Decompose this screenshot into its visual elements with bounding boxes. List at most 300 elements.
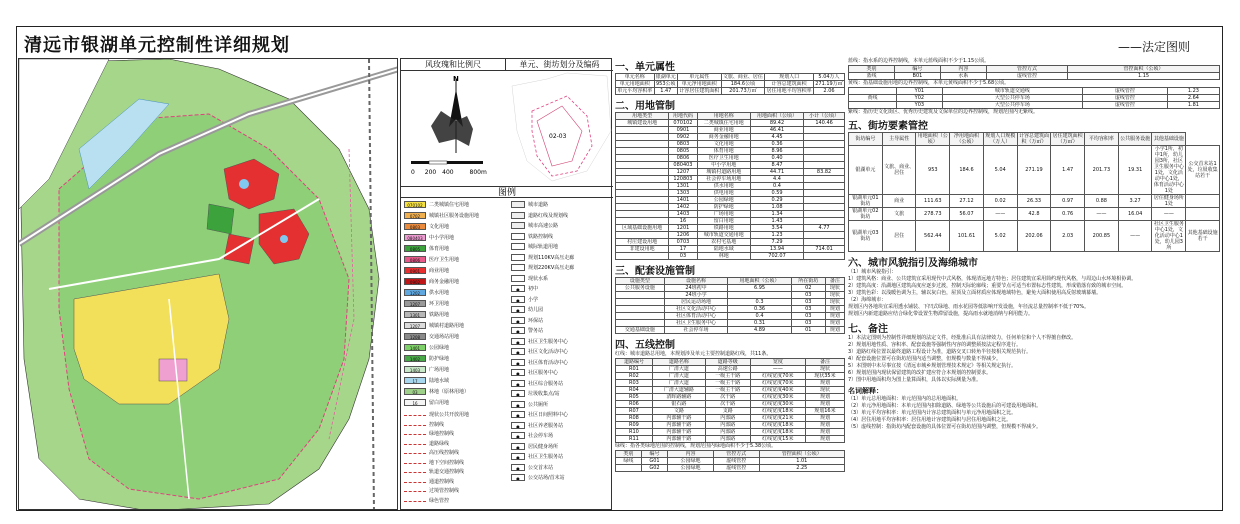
legend-symbol-label: 幼儿园 <box>528 307 544 313</box>
land-header-row <box>616 113 845 120</box>
land-cell <box>616 162 669 169</box>
legend-swatch: 0806 <box>404 256 426 263</box>
scale-bar-labels <box>411 169 506 176</box>
greenline-cell <box>616 465 642 472</box>
land-cell: 7.29 <box>750 239 803 246</box>
legend-item <box>404 377 449 385</box>
legend-line-label: 绿色管控 <box>429 497 450 504</box>
legend-symbol-item <box>511 233 553 241</box>
land-cell <box>804 190 845 197</box>
land-header-cell: 用地面积（公顷） <box>750 113 803 120</box>
plan-title: 清远市银湖单元控制性详细规划 <box>24 35 290 56</box>
greenline-cell: 绿线 <box>616 458 642 465</box>
land-header-cell: 小计（公顷） <box>804 113 845 120</box>
legend-symbol-label: 社区卫生服务中心 <box>528 338 569 345</box>
block-cell: —— <box>1085 208 1119 221</box>
land-cell <box>804 253 845 260</box>
sec6-title: 六、城市风貌指引及海绵城市 <box>848 258 978 269</box>
redline-cell: 规划 <box>805 394 844 401</box>
legend-line-label: 过境管控制线 <box>429 488 460 494</box>
block-cell: 其他基础设施若干 <box>1186 221 1220 252</box>
legend-symbol-icon <box>511 201 525 208</box>
legend-line-icon <box>404 478 426 483</box>
legend-label: 公园绿地 <box>429 345 450 351</box>
land-cell <box>804 239 845 246</box>
legend-item <box>404 388 469 396</box>
legend-swatch: 03 <box>404 388 426 395</box>
facility-row <box>616 292 845 299</box>
facility-header-row <box>616 278 845 285</box>
unit-attr-cell: 单元净用地面积 <box>677 81 721 88</box>
land-cell <box>804 232 845 239</box>
legend-symbol-label: 居民健身场所 <box>528 443 559 450</box>
redline-cell: 现状 <box>805 387 844 394</box>
legend-symbol-label: 现状水系 <box>528 275 549 282</box>
legend-label: 留白用地 <box>429 400 450 406</box>
land-cell <box>616 155 669 162</box>
block-header-cell: 其他基础设施 <box>1152 133 1186 146</box>
land-cell <box>616 127 669 134</box>
sec7-para: 4）配套设施位置可在街坊范围内适当调整，但规模与数量不得减少。 <box>848 356 1002 362</box>
land-cell: 702.07 <box>750 253 803 260</box>
land-cell: 城市轨道交通用地 <box>697 232 750 239</box>
legend-symbol-label: 城市道路 <box>528 202 549 208</box>
greenline-row <box>616 458 845 465</box>
legend-symbol-item <box>511 359 568 367</box>
legend-symbol-item <box>511 285 538 293</box>
rose-panel-title: 风玫瑰和比例尺 <box>401 59 506 71</box>
facility-cell: 03 <box>791 313 825 320</box>
redline-cell: R05 <box>616 394 653 401</box>
redline-cell: 支路 <box>705 408 750 415</box>
legend-item <box>404 311 449 319</box>
land-cell <box>804 134 845 141</box>
block-cell <box>1186 208 1220 221</box>
land-cell <box>804 127 845 134</box>
school-zone <box>159 359 187 381</box>
legend-symbol-item <box>511 254 574 262</box>
legend-symbol-icon: ● <box>511 380 525 387</box>
block-header-cell: 公共服务设施 <box>1118 133 1152 146</box>
land-header-cell: 用地代码 <box>669 113 697 120</box>
block-cell: 16.04 <box>1118 208 1152 221</box>
unit-attr-row <box>616 74 845 81</box>
redline-cell: R11 <box>616 436 653 443</box>
facility-cell: 社区文化活动中心 <box>664 306 728 313</box>
red-line-table <box>615 358 845 443</box>
land-cell: 商务金融用地 <box>697 134 750 141</box>
yellowline-cell: 大型公共停车场 <box>942 102 1082 109</box>
legend-item <box>404 333 459 341</box>
legend-swatch: 0805 <box>404 245 426 252</box>
greenline-cell: 公园绿地 <box>668 458 714 465</box>
redline-header-cell: 道路名称 <box>652 359 705 366</box>
legend-item <box>404 234 454 242</box>
block-cell: 200.85 <box>1085 221 1119 252</box>
land-cell: 1301 <box>669 183 697 190</box>
redline-cell: 红线宽度40米 <box>750 387 805 394</box>
legend-symbol-label: 社区服务中心 <box>528 370 559 376</box>
legend-symbol-icon <box>511 222 525 229</box>
legend-line-label: 地下空间控制线 <box>429 459 465 466</box>
facility-cell: 03 <box>791 299 825 306</box>
redline-cell: R04 <box>616 387 653 394</box>
block-cell: 271.19 <box>1017 146 1051 195</box>
land-cell: 1206 <box>669 232 697 239</box>
legend-item <box>404 267 449 275</box>
sec1-title: 一、单元属性 <box>615 62 675 73</box>
unit-attr-cell: 银湖单元 <box>655 74 676 80</box>
yellowline-cell: 虚线管控 <box>1082 95 1167 102</box>
facility-header-cell: 设施名称 <box>664 278 728 285</box>
facility-cell: 01 <box>791 327 825 334</box>
land-cell <box>804 148 845 155</box>
unit-attr-cell: 184.6公顷 <box>721 81 765 88</box>
yellowline-row <box>849 95 1220 102</box>
land-cell: 广场用地 <box>697 211 750 218</box>
land-cell: 0.29 <box>750 197 803 204</box>
legend-symbol-icon: ● <box>511 443 525 450</box>
sec7-para: 6）规划范围内现状保留建筑的改扩建应符合本规划的控制要求。 <box>848 370 992 376</box>
yellowline-cell: 虚线管控 <box>1082 88 1167 95</box>
legend-line-icon <box>404 421 426 426</box>
legend-swatch: 1207 <box>404 322 426 329</box>
legend-symbol-label: 铁路控制线 <box>528 233 554 240</box>
legend-label: 体育用地 <box>429 246 450 252</box>
facility-cell: 现状 <box>825 299 844 306</box>
sec7-title: 七、备注 <box>848 324 888 335</box>
sec6-para: 1）建筑风格：商业、公共建筑宜采用现代中式风格，体现清远地方特色；居住建筑宜采用简约现代风格，与周边山水环境相协调。 <box>848 276 1137 282</box>
land-cell: 公园绿地 <box>697 197 750 204</box>
redline-cell: R03 <box>616 380 653 387</box>
redline-cell: 红线宽度21米 <box>750 415 805 422</box>
greenline-cell: 虚线管控 <box>713 458 759 465</box>
legend-swatch: 17 <box>404 377 426 384</box>
land-cell: 体育用地 <box>697 148 750 155</box>
land-cell: 070102 <box>669 120 697 127</box>
blueline-cell: 蓝线 <box>849 73 895 80</box>
unit-attr-cell: 文旅、商业、居住 <box>722 74 763 80</box>
unit-attr-cell: 计容居住建筑面积 <box>679 88 720 94</box>
land-cell: 1402 <box>669 204 697 211</box>
legend-item <box>404 201 469 209</box>
redline-row <box>616 408 845 415</box>
blue-line-note: 蓝线：指水系的边界控制线，本单元蓝线面积不少于1.15公顷。 <box>848 58 990 64</box>
redline-cell: 规划 <box>805 436 844 443</box>
land-row <box>616 183 845 190</box>
land-header-cell: 用地类型 <box>616 113 669 120</box>
facility-row <box>616 306 845 313</box>
unit-attr-cell: 2.06 <box>813 88 844 95</box>
legend-line-label: 高压线控制线 <box>429 450 460 456</box>
yellowline-cell: Y01 <box>896 88 942 95</box>
land-cell <box>804 162 845 169</box>
legend-item <box>404 399 449 407</box>
legend-symbol-label: 公共厕所 <box>528 401 549 408</box>
legend-symbol-item <box>511 317 543 325</box>
sec6-para: 3）建筑色彩：以浅暖色调为主，辅以灰白色，屋顶及立面材质应体现地域特色，避免大面积使用高反射玻璃幕墙。 <box>848 290 1102 296</box>
unit-attr-cell: 规划人口 <box>765 74 814 81</box>
yellowline-cell: Y03 <box>896 102 942 109</box>
blueline-header-cell: 管控面积（公顷） <box>1068 66 1220 73</box>
yellowline-cell: 城市轨道交通线 <box>942 88 1082 95</box>
block-cell: 42.8 <box>1017 208 1051 221</box>
block-cell: 953 <box>916 146 950 195</box>
facility-cell: 6.95 <box>728 285 792 292</box>
land-cell: 0.36 <box>750 141 803 148</box>
land-cell <box>616 183 669 190</box>
block-cell: 56.07 <box>950 208 984 221</box>
facility-row <box>616 299 845 306</box>
legend-swatch: 1208 <box>404 333 426 340</box>
legend-symbol-label: 规划110KV高压走廊 <box>528 254 575 261</box>
legend-swatch: 1207 <box>404 300 426 307</box>
land-cell: 140.46 <box>804 120 845 127</box>
land-use-map[interactable] <box>18 58 398 510</box>
legend-label: 供水用地 <box>429 290 450 296</box>
legend-swatch: 080403 <box>404 234 426 241</box>
legend-symbol-label: 环保站 <box>528 317 544 324</box>
facility-cell <box>728 292 792 299</box>
yellowline-cell: 大型公共停车场 <box>942 95 1082 102</box>
plan-subtitle: ——法定图则 <box>1118 40 1191 54</box>
facility-cell: 24班小学 <box>664 292 728 299</box>
block-row <box>849 195 1220 208</box>
legend-symbol-item <box>511 401 548 409</box>
facility-cell: 0.36 <box>728 306 792 313</box>
block-row <box>849 221 1220 252</box>
redline-cell: 规划 <box>805 380 844 387</box>
land-row <box>616 239 845 246</box>
redline-header-row <box>616 359 845 366</box>
facility-cell: 规划 <box>825 306 844 313</box>
land-cell: 商业用地 <box>697 127 750 134</box>
legend-line-icon <box>404 430 426 435</box>
land-cell: 03 <box>669 253 697 260</box>
blueline-cell: 虚线管控 <box>986 73 1067 80</box>
greenline-header-cell: 管控方式 <box>713 451 759 458</box>
legend-symbol-label: 城际轨道用地 <box>528 244 559 250</box>
redline-cell: 现状 <box>805 366 844 373</box>
land-row <box>616 148 845 155</box>
land-cell <box>616 232 669 239</box>
block-cell: 278.73 <box>916 208 950 221</box>
sec4-title: 四、五线控制 <box>615 340 675 351</box>
redline-cell: 红线宽度30米 <box>750 394 805 401</box>
legend-item <box>404 322 464 330</box>
redline-cell: 红线宽度70米 <box>750 373 805 380</box>
block-cell: —— <box>1152 208 1186 221</box>
block-cell: 公交首末站1处，垃圾收集站若干 <box>1186 146 1220 195</box>
block-cell: 5.04 <box>983 146 1017 195</box>
legend-item <box>404 355 449 363</box>
legend-symbol-icon: ● <box>511 432 525 439</box>
unit-attr-row <box>616 81 845 88</box>
land-cell: 区域基础设施用地 <box>616 225 669 232</box>
redline-cell: 内部路 <box>705 429 750 436</box>
sec6-paragraphs <box>848 269 1220 318</box>
sec2-title: 二、用地管制 <box>615 101 675 112</box>
greenline-header-cell: 管控面积（公顷） <box>759 451 844 458</box>
legend-symbol-icon: ● <box>511 390 525 397</box>
block-header-cell: 规划人口规模（万人） <box>985 133 1016 145</box>
land-row <box>616 197 845 204</box>
legend-symbol-item <box>511 327 543 335</box>
glossary-paragraphs <box>848 396 1220 431</box>
legend-symbol-label: 社区综合服务站 <box>528 380 564 387</box>
land-cell: 留白用地 <box>697 218 750 225</box>
redline-cell: 一级主干路 <box>705 373 750 380</box>
block-cell: 184.6 <box>950 146 984 195</box>
glossary-para: （5）虚线控制：指街坊内配套设施的具体位置可在街坊范围内调整，但规模不得减少。 <box>848 424 1042 430</box>
redline-row <box>616 387 845 394</box>
legend-label: 铁路用地 <box>429 312 450 318</box>
legend-symbol-item <box>511 453 563 461</box>
unit-attr-cell: 271.19万㎡ <box>815 81 843 87</box>
land-row <box>616 253 845 260</box>
block-cell: 银湖单元 <box>849 146 883 195</box>
legend-symbol-label: 公交首末站 <box>528 464 554 471</box>
legend-item <box>404 256 459 264</box>
facility-row <box>616 320 845 327</box>
yellowline-cell: 虚线管控 <box>1082 102 1167 109</box>
legend-symbol-label: 初中 <box>528 286 539 292</box>
legend-symbol-label: 社区卫生服务站 <box>528 454 564 460</box>
yellowline-cell <box>849 88 897 95</box>
legend-symbol-item <box>511 348 568 356</box>
block-header-cell: 用地面积（公顷） <box>917 133 948 145</box>
facility-cell: 03 <box>791 306 825 313</box>
blue-line-table <box>848 65 1220 80</box>
redline-cell: 广清大道 <box>652 373 705 380</box>
land-cell: 89.42 <box>750 120 803 127</box>
legend-item <box>404 245 449 253</box>
redline-row <box>616 415 845 422</box>
block-cell: 商业 <box>882 195 916 208</box>
legend-symbol-icon: ● <box>511 474 525 481</box>
block-cell: 居住 <box>882 221 916 252</box>
yellowline-cell: 黄线 <box>849 95 897 102</box>
land-row <box>616 141 845 148</box>
facility-cell <box>616 292 665 299</box>
greenline-cell: 公园绿地 <box>668 465 714 472</box>
land-row <box>616 246 845 253</box>
land-cell: 1.08 <box>750 204 803 211</box>
legend-label: 商业用地 <box>429 268 450 274</box>
redline-cell: 规划 <box>805 422 844 429</box>
blueline-header-cell: 内容 <box>940 66 986 73</box>
land-row <box>616 190 845 197</box>
land-cell: 社会停车场用地 <box>697 176 750 183</box>
land-cell: 3.54 <box>750 225 803 232</box>
legend-line-icon <box>404 487 426 492</box>
block-cell: 0.02 <box>983 195 1017 208</box>
land-cell <box>616 176 669 183</box>
legend-symbol-label: 规划220KV高压走廊 <box>528 265 575 271</box>
land-cell: 城镇村道路用地 <box>697 169 750 176</box>
unit-attr-cell: 计容总建筑面积 <box>765 81 814 88</box>
sec5-title: 五、街坊要素管控 <box>848 121 928 132</box>
land-cell: 0805 <box>669 148 697 155</box>
facility-cell <box>616 320 665 327</box>
legend-swatch: 0902 <box>404 278 426 285</box>
land-cell: 农村宅基地 <box>697 239 750 246</box>
legend-swatch: 0901 <box>404 267 426 274</box>
land-cell: 8.96 <box>750 148 803 155</box>
block-cell: 小学1所，初中1所，幼儿园3所，社区卫生服务中心1处，文化活动中心1处，体育活动中心1处 <box>1153 146 1184 194</box>
block-cell: 101.61 <box>950 221 984 252</box>
legend-item <box>404 289 449 297</box>
block-header-cell: 平均容积率 <box>1085 133 1119 146</box>
legend-symbol-icon: ● <box>511 453 525 460</box>
land-cell: 0806 <box>669 155 697 162</box>
land-cell: 1207 <box>669 169 697 176</box>
legend-symbol-item <box>511 443 558 451</box>
land-cell <box>804 197 845 204</box>
land-cell: 0.40 <box>750 155 803 162</box>
land-cell: 1403 <box>669 211 697 218</box>
yellowline-cell: 1.23 <box>1167 88 1219 95</box>
legend-line-label: 控制线 <box>429 421 445 428</box>
redline-row <box>616 422 845 429</box>
land-row <box>616 176 845 183</box>
block-control-table <box>848 132 1220 252</box>
legend-symbol-label: 社区养老服务站 <box>528 422 564 429</box>
land-cell <box>616 141 669 148</box>
legend-symbol-item <box>511 222 558 230</box>
yellowline-cell: 2.64 <box>1167 95 1219 102</box>
block-cell: 银湖单元02街坊 <box>849 208 883 221</box>
redline-cell: 红线宽度70米 <box>750 380 805 387</box>
legend-line-label: 道路绿线 <box>429 440 450 447</box>
greenline-row <box>616 465 845 472</box>
yellowline-cell: Y02 <box>896 95 942 102</box>
legend-symbol-label: 警务站 <box>528 328 544 334</box>
legend-swatch: 16 <box>404 399 426 406</box>
legend-symbol-icon <box>511 275 525 282</box>
block-cell: 26.33 <box>1017 195 1051 208</box>
legend-line-item <box>404 449 459 457</box>
land-cell: 1.23 <box>750 232 803 239</box>
redline-cell: 高速公路 <box>705 366 750 373</box>
greenline-cell: 2.25 <box>759 465 844 472</box>
facility-cell: 社会停车场 <box>664 327 728 334</box>
unit-attr-cell: 居住用地平均容积率 <box>766 88 812 94</box>
facility-table <box>615 277 845 334</box>
block-header-cell: 净用地面积（公顷） <box>950 133 984 146</box>
legend-swatch: 0803 <box>404 223 426 230</box>
greenline-header-cell: 内容 <box>668 451 714 458</box>
unit-attr-cell: 单元属性 <box>677 74 721 81</box>
glossary-para: （1）单元总用地面积：单元范围内的总用地面积。 <box>848 396 962 402</box>
legend-symbol-item <box>511 296 538 304</box>
unit-attr-cell: 953公顷 <box>655 81 676 87</box>
facility-cell: 24班初中 <box>664 285 728 292</box>
legend-item <box>404 300 449 308</box>
block-cell: 562.44 <box>916 221 950 252</box>
block-row <box>849 146 1220 195</box>
redline-cell: 广清大道辅路 <box>652 387 705 394</box>
scale-label-0: 0 <box>411 169 415 176</box>
land-cell: 陆地水域 <box>697 246 750 253</box>
legend-line-item <box>404 430 454 438</box>
sec6-para: 规划区内各地块宜采用透水铺装、下凹式绿地、雨水花园等低影响开发设施，年径流总量控制率不低于70%。 <box>848 304 1090 310</box>
facility-cell: 0.3 <box>728 299 792 306</box>
map-canvas <box>19 59 398 510</box>
block-header-cell: 计容总建筑面积（万㎡） <box>1018 133 1049 145</box>
legend-swatch: 1301 <box>404 311 426 318</box>
facility-header-cell: 备注 <box>825 278 844 285</box>
